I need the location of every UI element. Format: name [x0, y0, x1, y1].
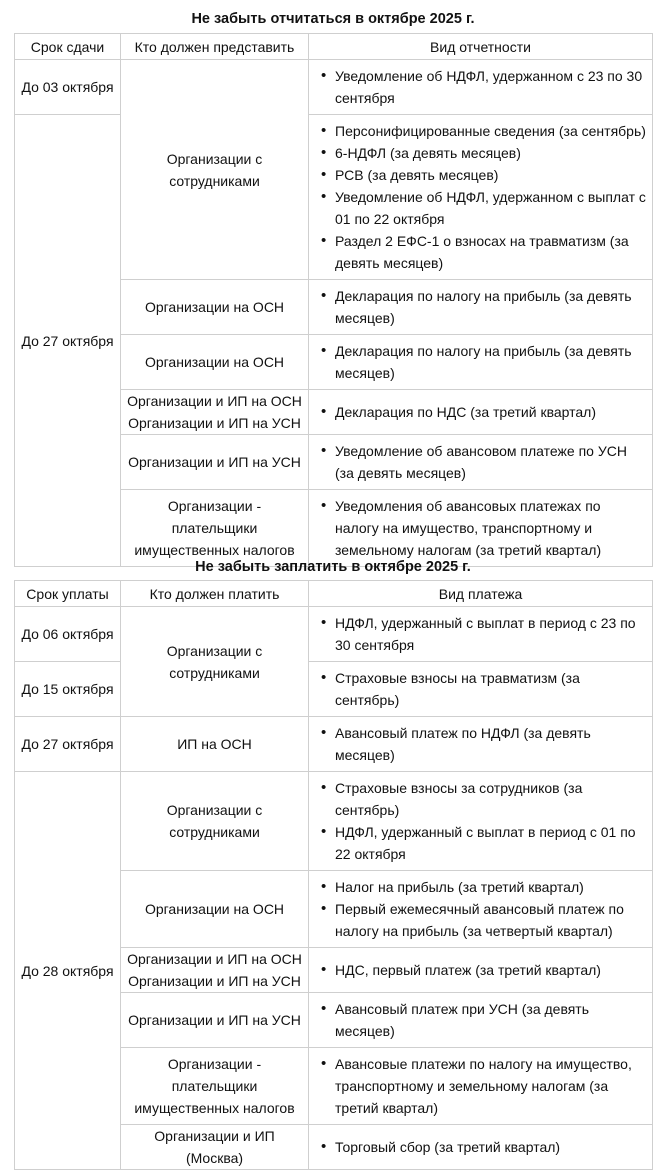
items-cell: [309, 1125, 653, 1170]
report-header-type: Вид отчетности: [309, 34, 653, 60]
list-item: • Декларация по налогу на прибыль (за девять месяцев): [319, 340, 648, 384]
list-item: • Авансовый платеж при УСН (за девять месяцев): [319, 998, 648, 1042]
who-cell: ИП на ОСН: [121, 717, 309, 772]
payment-table: [14, 580, 653, 1170]
list-item: • Первый ежемесячный авансовый платеж по налогу на прибыль (за четвертый квартал): [319, 898, 648, 942]
who-cell: Организации - плательщики имущественных налогов: [121, 490, 309, 567]
items-cell: [309, 435, 653, 490]
report-header-deadline: Срок сдачи: [15, 34, 121, 60]
list-item: • Страховые взносы на травматизм (за сентябрь): [319, 667, 648, 711]
items-cell: [309, 490, 653, 567]
payment-header-row: [15, 581, 653, 607]
table-row: [15, 662, 653, 717]
who-cell: Организации и ИП на ОСН Организации и ИП на УСН: [121, 948, 309, 993]
list-item: • НДФЛ, удержанный с выплат в период с 23 по 30 сентября: [319, 612, 648, 656]
deadline-cell: До 27 октября: [15, 115, 121, 567]
who-cell: Организации и ИП на УСН: [121, 435, 309, 490]
items-cell: [309, 115, 653, 280]
who-cell: Организации с сотрудниками: [121, 607, 309, 717]
list-item: • Уведомление об авансовом платеже по УСН (за девять месяцев): [319, 440, 648, 484]
list-item: • Торговый сбор (за третий квартал): [319, 1136, 648, 1158]
who-cell: Организации на ОСН: [121, 280, 309, 335]
list-item: • НДС, первый платеж (за третий квартал): [319, 959, 648, 981]
items-cell: [309, 607, 653, 662]
who-cell: Организации и ИП на ОСН Организации и ИП на УСН: [121, 390, 309, 435]
items-cell: [309, 772, 653, 871]
list-item: • 6-НДФЛ (за девять месяцев): [319, 142, 648, 164]
list-item: • Персонифицированные сведения (за сентябрь): [319, 120, 648, 142]
table-row: [15, 607, 653, 662]
deadline-cell: До 03 октября: [15, 60, 121, 115]
report-table: [14, 33, 653, 567]
items-cell: [309, 871, 653, 948]
deadline-cell: До 06 октября: [15, 607, 121, 662]
table-row: [15, 115, 653, 280]
items-cell: [309, 280, 653, 335]
deadline-cell: До 27 октября: [15, 717, 121, 772]
who-cell: Организации с сотрудниками: [121, 772, 309, 871]
items-cell: [309, 717, 653, 772]
payment-header-who: Кто должен платить: [121, 581, 309, 607]
items-cell: [309, 390, 653, 435]
payment-header-deadline: Срок уплаты: [15, 581, 121, 607]
list-item: • Авансовый платеж по НДФЛ (за девять месяцев): [319, 722, 648, 766]
list-item: • Декларация по налогу на прибыль (за девять месяцев): [319, 285, 648, 329]
report-section-title: Не забыть отчитаться в октябре 2025 г.: [191, 11, 475, 27]
list-item: • Декларация по НДС (за третий квартал): [319, 401, 648, 423]
deadline-cell: До 28 октября: [15, 772, 121, 1170]
list-item: • Уведомления об авансовых платежах по налогу на имущество, транспортному и земельному налогам (за третий квартал): [319, 495, 648, 561]
payment-header-type: Вид платежа: [309, 581, 653, 607]
payment-section-title: Не забыть заплатить в октябре 2025 г.: [195, 559, 471, 575]
who-cell: Организации - плательщики имущественных налогов: [121, 1048, 309, 1125]
items-cell: [309, 993, 653, 1048]
who-cell: Организации и ИП на УСН: [121, 993, 309, 1048]
list-item: • РСВ (за девять месяцев): [319, 164, 648, 186]
who-cell: Организации с сотрудниками: [121, 60, 309, 280]
report-header-who: Кто должен представить: [121, 34, 309, 60]
list-item: • Раздел 2 ЕФС-1 о взносах на травматизм (за девять месяцев): [319, 230, 648, 274]
items-cell: [309, 1048, 653, 1125]
items-cell: [309, 335, 653, 390]
list-item: • Налог на прибыль (за третий квартал): [319, 876, 648, 898]
items-cell: [309, 662, 653, 717]
table-row: [15, 717, 653, 772]
list-item: • Авансовые платежи по налогу на имущество, транспортному и земельному налогам (за третий квартал): [319, 1053, 648, 1119]
list-item: • Уведомление об НДФЛ, удержанном с выплат с 01 по 22 октября: [319, 186, 648, 230]
deadline-cell: До 15 октября: [15, 662, 121, 717]
items-cell: [309, 60, 653, 115]
who-cell: Организации и ИП (Москва): [121, 1125, 309, 1170]
list-item: • НДФЛ, удержанный с выплат в период с 01 по 22 октября: [319, 821, 648, 865]
list-item: • Страховые взносы за сотрудников (за сентябрь): [319, 777, 648, 821]
table-row: [15, 60, 653, 115]
who-cell: Организации на ОСН: [121, 335, 309, 390]
table-row: [15, 772, 653, 871]
who-cell: Организации на ОСН: [121, 871, 309, 948]
items-cell: [309, 948, 653, 993]
list-item: • Уведомление об НДФЛ, удержанном с 23 по 30 сентября: [319, 65, 648, 109]
report-header-row: [15, 34, 653, 60]
